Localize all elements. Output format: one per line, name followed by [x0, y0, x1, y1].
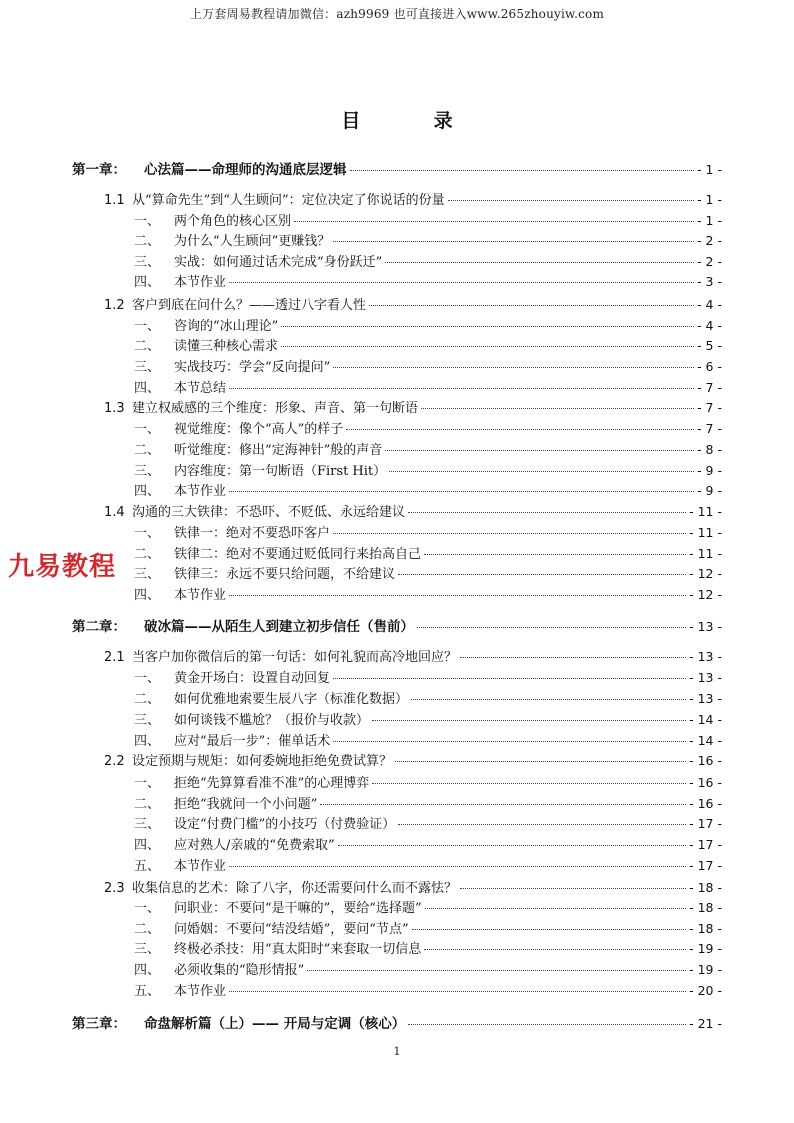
toc-entry-number: 四、 [134, 734, 161, 749]
toc-entry-sub[interactable] [134, 460, 722, 480]
toc-title-right: 录 [433, 110, 453, 132]
toc-entry-title: 终极必杀技：用“真太阳时”来套取一切信息 [174, 942, 422, 957]
toc-entry-title: 咨询的“冰山理论” [174, 319, 279, 334]
toc-entry-sub[interactable] [134, 480, 722, 500]
toc-leader-dots [333, 241, 694, 242]
toc-entry-page: - 3 - [697, 274, 722, 289]
toc-entry-title: 铁律二：绝对不要通过贬低同行来抬高自己 [174, 547, 422, 562]
toc-leader-dots [346, 429, 694, 430]
toc-entry-number: 四、 [134, 838, 161, 853]
toc-entry-title: 如何谈钱不尴尬？（报价与收款） [174, 713, 370, 728]
toc-entry-number: 三、 [134, 942, 161, 957]
toc-entry-page: - 5 - [697, 338, 722, 353]
toc-entry-page: - 9 - [697, 483, 722, 498]
toc-leader-dots [411, 699, 686, 700]
toc-entry-title: 应对熟人/亲戚的“免费索取” [174, 838, 335, 853]
toc-entry-sub[interactable] [134, 959, 722, 979]
toc-entry-number: 一、 [134, 319, 161, 334]
toc-entry-number: 四、 [134, 963, 161, 978]
toc-leader-dots [389, 471, 694, 472]
toc-entry-number: 2.2 [104, 754, 125, 769]
toc-entry-page: - 13 - [689, 619, 722, 634]
toc-leader-dots [460, 657, 686, 658]
toc-entry-sub[interactable] [134, 938, 722, 958]
toc-entry-page: - 19 - [689, 941, 722, 956]
toc-leader-dots [281, 326, 694, 327]
toc-entry-sub[interactable] [134, 210, 722, 230]
toc-entry-section[interactable] [104, 294, 722, 314]
toc-entry-title: 从“算命先生”到“人生顾问”：定位决定了你说话的份量 [132, 193, 445, 208]
toc-entry-sub[interactable] [134, 335, 722, 355]
toc-entry-page: - 21 - [689, 1016, 722, 1031]
toc-entry-sub[interactable] [134, 793, 722, 813]
toc-entry-page: - 13 - [689, 670, 722, 685]
toc-entry-section[interactable] [104, 750, 722, 770]
toc-entry-page: - 11 - [689, 504, 722, 519]
toc-entry-sub[interactable] [134, 584, 722, 604]
toc-entry-title: 本节作业 [174, 588, 227, 603]
toc-leader-dots [408, 1024, 686, 1025]
toc-leader-dots [372, 783, 686, 784]
toc-entry-sub[interactable] [134, 813, 722, 833]
toc-entry-sub[interactable] [134, 688, 722, 708]
toc-entry-number: 二、 [134, 443, 161, 458]
toc-leader-dots [338, 845, 686, 846]
toc-entry-title: 设定“付费门槛”的小技巧（付费验证） [174, 817, 396, 832]
toc-leader-dots [369, 305, 694, 306]
toc-entry-chapter[interactable] [72, 615, 722, 635]
toc-entry-sub[interactable] [134, 918, 722, 938]
toc-leader-dots [424, 949, 686, 950]
toc-leader-dots [281, 346, 694, 347]
toc-entry-sub[interactable] [134, 730, 722, 750]
toc-entry-title: 心法篇——命理师的沟通底层逻辑 [144, 162, 347, 178]
toc-entry-sub[interactable] [134, 709, 722, 729]
toc-entry-title: 如何优雅地索要生辰八字（标准化数据） [174, 692, 409, 707]
toc-entry-sub[interactable] [134, 834, 722, 854]
toc-entry-title: 本节作业 [174, 484, 227, 499]
toc-entry-page: - 4 - [697, 297, 722, 312]
toc-entry-chapter[interactable] [72, 1012, 722, 1032]
toc-leader-dots [412, 929, 687, 930]
toc-leader-dots [424, 554, 686, 555]
toc-leader-dots [229, 866, 686, 867]
toc-leader-dots [229, 491, 694, 492]
toc-leader-dots [417, 627, 686, 628]
toc-entry-number: 第二章： [72, 619, 126, 635]
toc-entry-title: 命盘解析篇（上）—— 开局与定调（核心） [144, 1016, 406, 1032]
toc-entry-page: - 17 - [689, 858, 722, 873]
toc-entry-sub[interactable] [134, 563, 722, 583]
toc-leader-dots [425, 908, 687, 909]
toc-entry-number: 二、 [134, 339, 161, 354]
toc-entry-sub[interactable] [134, 855, 722, 875]
toc-entry-title: 设定预期与规矩：如何委婉地拒绝免费试算？ [132, 754, 393, 769]
toc-entry-page: - 11 - [689, 525, 722, 540]
toc-entry-number: 二、 [134, 692, 161, 707]
toc-entry-page: - 2 - [697, 254, 722, 269]
toc-entry-title: 实战：如何通过话术完成“身份跃迁” [174, 255, 383, 270]
toc-entry-title: 铁律一：绝对不要恐吓客户 [174, 526, 331, 541]
toc-entry-number: 三、 [134, 464, 161, 479]
toc-entry-section[interactable] [104, 646, 722, 666]
toc-entry-title: 本节总结 [174, 381, 227, 396]
toc-entry-number: 1.1 [104, 193, 125, 208]
page-header: 上万套周易教程请加微信：azh9969 也可直接进入www.265zhouyiw.com [189, 7, 605, 21]
toc-entry-page: - 1 - [697, 192, 722, 207]
toc-entry-number: 第一章： [72, 162, 126, 178]
toc-entry-title: 内容维度：第一句断语（First Hit） [174, 464, 387, 479]
toc-leader-dots [229, 282, 694, 283]
toc-entry-title: 为什么“人生顾问”更赚钱？ [174, 234, 331, 249]
toc-entry-number: 三、 [134, 255, 161, 270]
toc-leader-dots [385, 262, 694, 263]
toc-entry-number: 一、 [134, 901, 161, 916]
toc-entry-title: 问职业：不要问“是干嘛的”，要给“选择题” [174, 901, 422, 916]
toc-entry-title: 应对“最后一步”：催单话术 [174, 734, 331, 749]
toc-entry-title: 本节作业 [174, 984, 227, 999]
toc-leader-dots [294, 221, 694, 222]
toc-entry-page: - 16 - [689, 796, 722, 811]
toc-entry-page: - 2 - [697, 233, 722, 248]
toc-entry-section[interactable] [104, 501, 722, 521]
toc-entry-title: 实战技巧：学会“反向提问” [174, 360, 331, 375]
toc-entry-page: - 9 - [697, 463, 722, 478]
toc-leader-dots [229, 595, 686, 596]
toc-leader-dots [408, 512, 686, 513]
toc-leader-dots [333, 367, 694, 368]
toc-entry-title: 两个角色的核心区别 [174, 214, 292, 229]
toc-entry-page: - 18 - [689, 900, 722, 915]
toc-entry-number: 1.2 [104, 298, 125, 313]
toc-entry-number: 二、 [134, 797, 161, 812]
toc-entry-page: - 11 - [689, 546, 722, 561]
toc-entry-number: 三、 [134, 713, 161, 728]
toc-entry-title: 读懂三种核心需求 [174, 339, 279, 354]
toc-entry-page: - 16 - [689, 753, 722, 768]
toc-leader-dots [398, 824, 686, 825]
toc-entry-page: - 12 - [689, 587, 722, 602]
toc-entry-sub[interactable] [134, 543, 722, 563]
toc-entry-number: 四、 [134, 381, 161, 396]
toc-entry-page: - 7 - [697, 380, 722, 395]
toc-entry-page: - 13 - [689, 649, 722, 664]
toc-entry-title: 本节作业 [174, 275, 227, 290]
toc-leader-dots [448, 200, 694, 201]
toc-entry-page: - 18 - [689, 880, 722, 895]
toc-entry-page: - 8 - [697, 442, 722, 457]
toc-entry-number: 一、 [134, 526, 161, 541]
toc-title [0, 106, 794, 133]
toc-entry-section[interactable] [104, 189, 722, 209]
toc-entry-number: 五、 [134, 859, 161, 874]
toc-leader-dots [229, 388, 694, 389]
toc-entry-number: 一、 [134, 671, 161, 686]
toc-entry-sub[interactable] [134, 271, 722, 291]
toc-entry-page: - 4 - [697, 318, 722, 333]
toc-leader-dots [320, 804, 686, 805]
toc-entry-number: 一、 [134, 422, 161, 437]
toc-leader-dots [421, 408, 694, 409]
toc-leader-dots [398, 574, 686, 575]
toc-entry-number: 二、 [134, 547, 161, 562]
toc-entry-page: - 17 - [689, 816, 722, 831]
toc-entry-title: 客户到底在问什么？——透过八字看人性 [132, 298, 367, 313]
toc-entry-number: 1.4 [104, 505, 125, 520]
toc-entry-title: 沟通的三大铁律：不恐吓、不贬低、永远给建议 [132, 505, 406, 520]
toc-entry-title: 视觉维度：像个“高人”的样子 [174, 422, 344, 437]
toc-leader-dots [350, 170, 695, 171]
page-number: 1 [393, 1045, 401, 1058]
toc-entry-section[interactable] [104, 877, 722, 897]
toc-entry-number: 一、 [134, 776, 161, 791]
toc-entry-page: - 13 - [689, 691, 722, 706]
toc-entry-title: 当客户加你微信后的第一句话：如何礼貌而高冷地回应？ [132, 650, 458, 665]
toc-entry-page: - 1 - [697, 162, 722, 177]
toc-entry-sub[interactable] [134, 772, 722, 792]
toc-entry-number: 四、 [134, 588, 161, 603]
toc-entry-title: 问婚姻：不要问“结没结婚”，要问“节点” [174, 922, 409, 937]
toc-entry-sub[interactable] [134, 356, 722, 376]
toc-entry-number: 二、 [134, 234, 161, 249]
toc-entry-title: 破冰篇——从陌生人到建立初步信任（售前） [144, 619, 414, 635]
toc-entry-chapter[interactable] [72, 158, 722, 178]
toc-entry-page: - 7 - [697, 421, 722, 436]
toc-title-left: 目 [341, 110, 361, 132]
toc-entry-sub[interactable] [134, 439, 722, 459]
toc-entry-sub[interactable] [134, 315, 722, 335]
toc-entry-sub[interactable] [134, 667, 722, 687]
toc-entry-sub[interactable] [134, 418, 722, 438]
toc-entry-page: - 6 - [697, 359, 722, 374]
toc-entry-number: 五、 [134, 984, 161, 999]
watermark-logo: 九易教程 [8, 552, 117, 582]
toc-entry-sub[interactable] [134, 897, 722, 917]
toc-entry-page: - 14 - [689, 712, 722, 727]
toc-entry-number: 2.1 [104, 650, 125, 665]
toc-entry-number: 四、 [134, 484, 161, 499]
toc-entry-number: 三、 [134, 360, 161, 375]
toc-leader-dots [307, 970, 686, 971]
toc-entry-page: - 12 - [689, 566, 722, 581]
toc-leader-dots [333, 741, 686, 742]
toc-entry-sub[interactable] [134, 251, 722, 271]
toc-entry-title: 听觉维度：修出“定海神针”般的声音 [174, 443, 383, 458]
toc-leader-dots [460, 888, 686, 889]
toc-entry-section[interactable] [104, 397, 722, 417]
toc-entry-page: - 20 - [689, 983, 722, 998]
toc-entry-number: 第三章： [72, 1016, 126, 1032]
toc-leader-dots [333, 533, 686, 534]
toc-entry-sub[interactable] [134, 522, 722, 542]
toc-entry-page: - 19 - [689, 962, 722, 977]
toc-entry-number: 二、 [134, 922, 161, 937]
toc-entry-page: - 18 - [689, 921, 722, 936]
toc-entry-number: 四、 [134, 275, 161, 290]
toc-entry-title: 黄金开场白：设置自动回复 [174, 671, 331, 686]
toc-entry-title: 收集信息的艺术：除了八字，你还需要问什么而不露怯？ [132, 881, 458, 896]
toc-leader-dots [385, 450, 694, 451]
toc-entry-title: 建立权威感的三个维度：形象、声音、第一句断语 [132, 401, 419, 416]
toc-leader-dots [333, 678, 686, 679]
toc-entry-page: - 14 - [689, 733, 722, 748]
toc-entry-sub[interactable] [134, 230, 722, 250]
toc-entry-title: 拒绝“我就问一个小问题” [174, 797, 318, 812]
toc-entry-number: 1.3 [104, 401, 125, 416]
toc-leader-dots [372, 720, 686, 721]
toc-entry-page: - 17 - [689, 837, 722, 852]
toc-entry-title: 必须收集的“隐形情报” [174, 963, 305, 978]
toc-entry-number: 三、 [134, 567, 161, 582]
toc-entry-number: 三、 [134, 817, 161, 832]
toc-entry-sub[interactable] [134, 377, 722, 397]
toc-entry-number: 2.3 [104, 881, 125, 896]
toc-leader-dots [229, 991, 686, 992]
toc-entry-title: 铁律三：永远不要只给问题，不给建议 [174, 567, 396, 582]
toc-entry-sub[interactable] [134, 980, 722, 1000]
toc-entry-number: 一、 [134, 214, 161, 229]
toc-entry-title: 本节作业 [174, 859, 227, 874]
toc-entry-page: - 7 - [697, 400, 722, 415]
toc-entry-page: - 1 - [697, 213, 722, 228]
toc-leader-dots [395, 761, 686, 762]
toc-entry-title: 拒绝“先算算看准不准”的心理博弈 [174, 776, 370, 791]
toc-entry-page: - 16 - [689, 775, 722, 790]
